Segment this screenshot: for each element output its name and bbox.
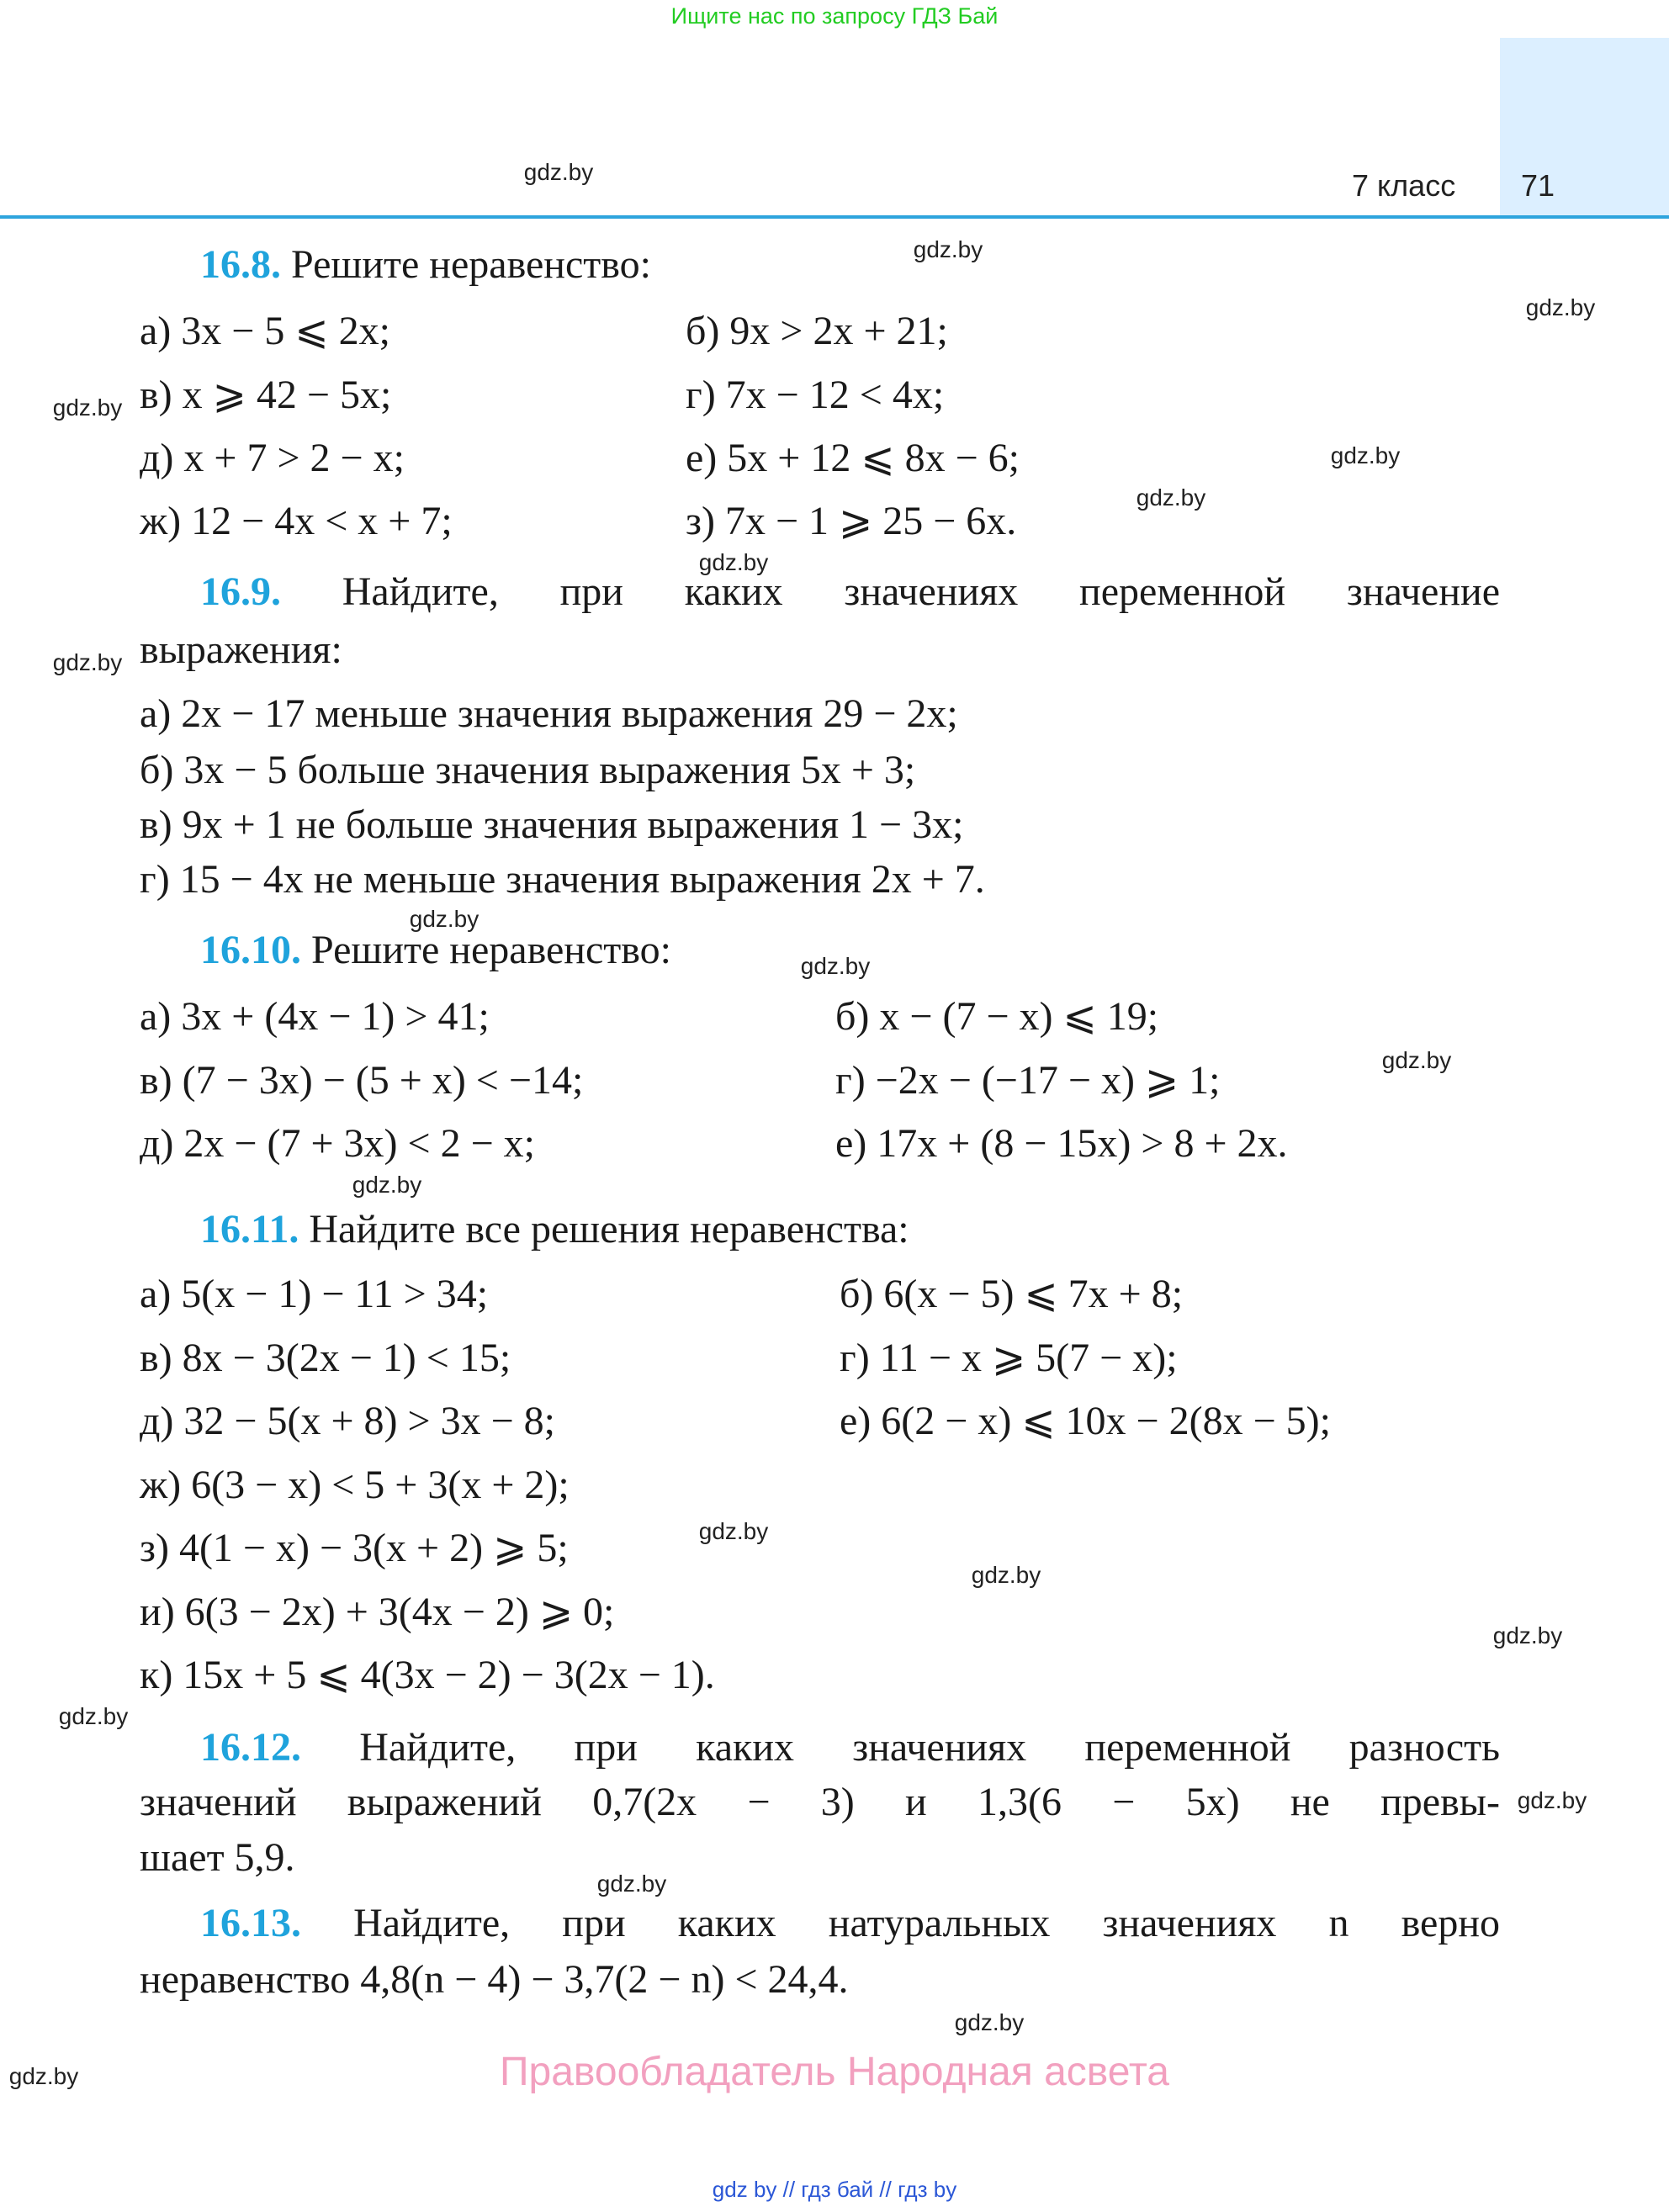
exercise-text: шает 5,9. (140, 1835, 295, 1880)
exercise-number: 16.10. (200, 928, 301, 972)
exercise-number: 16.9. (200, 569, 281, 614)
item: ж) 12 − 4x < x + 7; (140, 499, 453, 543)
watermark: gdz.by (52, 649, 123, 675)
item: в) (7 − 3x) − (5 + x) < −14; (140, 1058, 584, 1103)
grade-label: 7 класс (1352, 168, 1456, 203)
item: в) 8x − 3(2x − 1) < 15; (140, 1336, 511, 1380)
watermark: gdz.by (8, 2063, 79, 2089)
exercise-number: 16.12. (200, 1725, 301, 1770)
item: з) 4(1 − x) − 3(x + 2) ⩾ 5; (140, 1526, 569, 1570)
exercise-text: Найдите, при каких натуральных значениях n верно (353, 1901, 1500, 1945)
exercise-number: 16.8. (200, 242, 281, 287)
item: б) 3x − 5 больше значения выражения 5x + 3; (140, 748, 916, 792)
item: г) 15 − 4x не меньше значения выражения 2x + 7. (140, 857, 985, 902)
watermark: gdz.by (800, 953, 871, 979)
exercise-16-13-title (200, 1900, 1500, 1947)
item: к) 15x + 5 ⩽ 4(3x − 2) − 3(2x − 1). (140, 1653, 715, 1697)
exercise-text: значений выражений 0,7(2x − 3) и 1,3(6 − 5x) не превы- (140, 1780, 1500, 1824)
exercise-text: неравенство 4,8(n − 4) − 3,7(2 − n) < 24,4. (140, 1957, 849, 2002)
watermark: gdz.by (698, 1518, 769, 1544)
search-hint: Ищите нас по запросу ГДЗ Бай (670, 3, 999, 29)
exercise-text: Найдите, при каких значениях переменной разность (359, 1725, 1500, 1770)
page-number: 71 (1521, 168, 1555, 203)
watermark: gdz.by (1330, 442, 1401, 468)
item: е) 5x + 12 ⩽ 8x − 6; (686, 436, 1020, 480)
item: а) 2x − 17 меньше значения выражения 29 − 2x; (140, 691, 958, 736)
watermark: gdz.by (1525, 294, 1596, 320)
item: е) 17x + (8 − 15x) > 8 + 2x. (835, 1121, 1288, 1166)
item: ж) 6(3 − x) < 5 + 3(x + 2); (140, 1463, 570, 1507)
item: а) 3x + (4x − 1) > 41; (140, 994, 490, 1039)
watermark: gdz.by (523, 159, 594, 185)
exercise-text: Найдите, при каких значениях переменной значение (342, 569, 1501, 614)
item: и) 6(3 − 2x) + 3(4x − 2) ⩾ 0; (140, 1590, 615, 1634)
watermark: gdz.by (1136, 484, 1206, 511)
watermark: gdz.by (52, 394, 123, 421)
item: а) 5(x − 1) − 11 > 34; (140, 1272, 489, 1316)
item: б) x − (7 − x) ⩽ 19; (835, 994, 1159, 1039)
item: д) x + 7 > 2 − x; (140, 436, 405, 480)
copyright-notice: Правообладатель Народная асвета (500, 2050, 1169, 2094)
watermark: gdz.by (352, 1172, 422, 1198)
watermark: gdz.by (1492, 1622, 1563, 1648)
watermark: gdz.by (1381, 1047, 1452, 1073)
watermark: gdz.by (1517, 1787, 1587, 1813)
exercise-text: Найдите все решения неравенства: (309, 1207, 909, 1252)
item: а) 3x − 5 ⩽ 2x; (140, 309, 390, 353)
watermark: gdz.by (58, 1703, 129, 1729)
item: б) 6(x − 5) ⩽ 7x + 8; (840, 1272, 1184, 1316)
item: е) 6(2 − x) ⩽ 10x − 2(8x − 5); (840, 1399, 1331, 1443)
item: в) x ⩾ 42 − 5x; (140, 373, 392, 417)
watermark: gdz.by (698, 549, 769, 575)
exercise-16-12-title (200, 1724, 1500, 1771)
header-divider (0, 215, 1669, 219)
watermark: gdz.by (913, 236, 983, 262)
item: з) 7x − 1 ⩾ 25 − 6x. (686, 499, 1017, 543)
exercise-text: выражения: (140, 627, 342, 672)
item: в) 9x + 1 не больше значения выражения 1 − 3x; (140, 802, 964, 847)
item: г) 7x − 12 < 4x; (686, 373, 945, 417)
item: г) 11 − x ⩾ 5(7 − x); (840, 1336, 1178, 1380)
exercise-number: 16.11. (200, 1207, 299, 1252)
exercise-16-10-title (200, 927, 671, 974)
exercise-16-8-title (200, 241, 651, 288)
exercise-number: 16.13. (200, 1901, 301, 1945)
watermark: gdz.by (409, 906, 480, 932)
item: д) 32 − 5(x + 8) > 3x − 8; (140, 1399, 555, 1443)
exercise-text: Решите неравенство: (291, 242, 651, 287)
item: г) −2x − (−17 − x) ⩾ 1; (835, 1058, 1221, 1103)
exercise-16-9-title (200, 569, 1500, 616)
item: б) 9x > 2x + 21; (686, 309, 948, 353)
exercise-text: Решите неравенство: (311, 928, 671, 972)
exercise-16-11-title (200, 1206, 909, 1253)
watermark: gdz.by (971, 1562, 1041, 1588)
watermark: gdz.by (954, 2009, 1025, 2035)
footer-links[interactable]: gdz by // гдз бай // гдз by (712, 2177, 957, 2202)
watermark: gdz.by (596, 1871, 667, 1897)
item: д) 2x − (7 + 3x) < 2 − x; (140, 1121, 535, 1166)
